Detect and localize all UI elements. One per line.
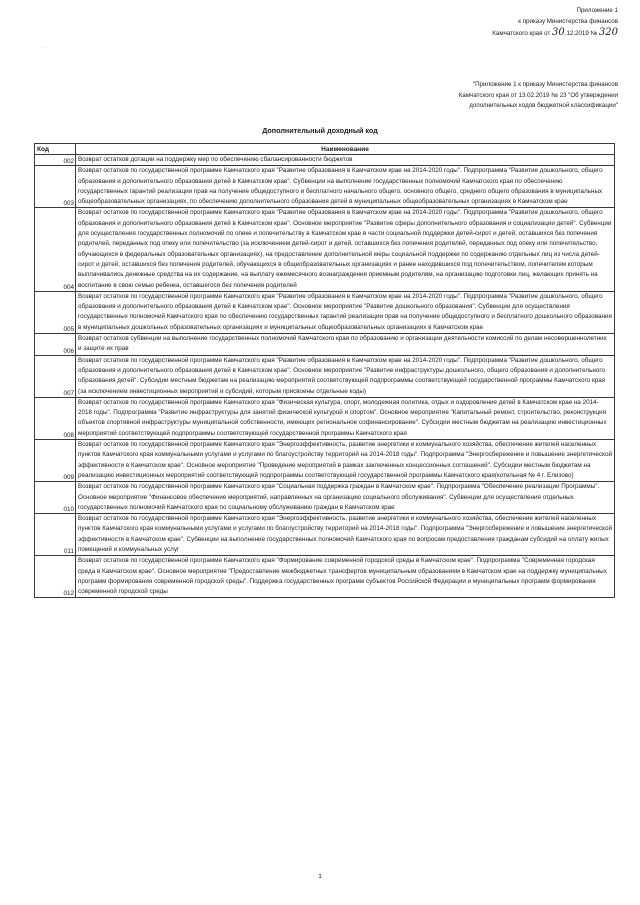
handwritten-number: 320 (598, 27, 618, 38)
table-row (35, 514, 615, 556)
row-name: Возврат остатков по государственной программе Камчатского края "Энергоэффективность, развитие энергетики и коммунального хозяйства, обеспечение жителей населенных пунктов Камчатского края коммунальными услугами и услугами по благоустройству территорий на 2014-2018 годы". Подпрограмма "Энергосбережение и повышение энергетической эффективности в Камчатском крае". Субвенции на выполнение государственных полномочий Камчатского края по вопросам предоставления гражданам субсидий на оплату жилых помещений и коммунальных услуг (76, 514, 615, 556)
row-code: 011 (35, 514, 76, 556)
table-row (35, 556, 615, 598)
page-number: 1 (318, 873, 322, 880)
row-code: 002 (35, 155, 76, 166)
table-row (35, 482, 615, 514)
order-date-line (492, 27, 618, 39)
row-code: 006 (35, 334, 76, 356)
reference-header (459, 80, 618, 112)
reference-line-2: Камчатского края от 13.02.2019 № 23 "Об утверждении (458, 91, 618, 99)
row-name: Возврат остатков субвенции на выполнение государственных полномочий Камчатского края по образованию и организации деятельности комиссий по делам несовершеннолетних и защите их прав (76, 334, 615, 356)
row-name: Возврат остатков по государственной программе Камчатского края "Развитие образования в Камчатском крае на 2014-2020 годы". Подпрограмма "Развитие дошкольного, общего образования и дополнительного образования детей в Камчатском крае". Субвенции на выполнение государственных полномочий Камчатского края по обеспечению государственных гарантий реализации прав на получение общедоступного и бесплатного начального общего, основного общего, среднего общего образования в муниципальных общеобразовательных организациях, по обеспечению дополнительного образования детей в муниципальных общеобразовательных организациях в Камчатском крае (76, 166, 615, 208)
row-code: 009 (35, 440, 76, 482)
table-row (35, 208, 615, 291)
table-row (35, 440, 615, 482)
stray-mark: · · (40, 45, 46, 51)
table-row (35, 334, 615, 356)
row-name: Возврат остатков по государственной программе Камчатского края "Развитие образования в Камчатском крае на 2014-2020 годы". Подпрограмма "Развитие дошкольного, общего образования и дополнительного образования детей в Камчатском крае". Основное мероприятие "Развитие дошкольного образования". Субвенции для осуществления государственных полномочий Камчатского края по обеспечению государственных гарантий реализации прав на получение общедоступного и бесплатного дошкольного образования в муниципальных дошкольных образовательных организациях и муниципальных общеобразовательных организациях в Камчатском крае (76, 291, 615, 333)
row-name: Возврат остатков по государственной программе Камчатского края "Формирование современной городской среды в Камчатском крае". Подпрограмма "Современная городская среда в Камчатском крае". Основное мероприятие "Предоставление межбюджетных трансфертов муниципальным образованиям в Камчатском крае на поддержку муниципальных программ формирования современной городской среды". Поддержка государственных программ субъектов Российской Федерации и муниципальных программ формирования современной городской среды (76, 556, 615, 598)
row-code: 012 (35, 556, 76, 598)
row-name: Возврат остатков по государственной программе Камчатского края "Физическая культура, спорт, молодежная политика, отдых и оздоровление детей в Камчатском крае на 2014-2018 годы". Подпрограмма "Развитие инфраструктуры для занятий физической культурой и спортом". Основное мероприятие "Капитальный ремонт, строительство, реконструкция объектов спортивной инфраструктуры муниципальной собственности, имеющих региональное софинансирование". Субсидии местным бюджетам на реализацию инвестиционных мероприятий соответствующей подпрограммы соответствующей государственной программы Камчатского края (76, 397, 615, 439)
reference-line-1: "Приложение 1 к приказу Министерства финансов (472, 81, 618, 88)
table-header-row (35, 144, 615, 155)
row-name: Возврат остатков дотации на поддержку мер по обеспечению сбалансированности бюджетов (76, 155, 615, 166)
column-header-code: Код (35, 144, 76, 155)
row-name: Возврат остатков по государственной программе Камчатского края "Развитие образования в Камчатском крае на 2014-2020 годы". Подпрограмма "Развитие дошкольного, общего образования и дополнительного образования детей в Камчатском крае". Основное мероприятие "Развитие инфраструктуры дошкольного, общего образования и дополнительного образования детей". Субсидии местным бюджетам на реализацию мероприятий соответствующей подпрограммы соответствующей государственной программы Камчатского края (за исключением инвестиционных мероприятий и субсидий, которым присвоены отдельные коды) (76, 355, 615, 397)
date-rest: .12.2019 № (564, 30, 599, 37)
table-row (35, 155, 615, 166)
codes-table (34, 143, 615, 598)
row-code: 004 (35, 208, 76, 291)
table-row (35, 355, 615, 397)
table-row (35, 291, 615, 333)
row-code: 010 (35, 482, 76, 514)
date-prefix: Камчатского края от (492, 30, 552, 37)
appendix-line: Приложение 1 (576, 7, 618, 14)
row-code: 007 (35, 355, 76, 397)
row-name: Возврат остатков по государственной программе Камчатского края "Социальная поддержка граждан в Камчатском крае". Подпрограмма "Обеспечение реализации Программы". Основное мероприятие "Финансовое обеспечение мероприятий, направленных на организацию социального обслуживания". Субвенции для осуществления отдельных государственных полномочий Камчатского края по социальному обслуживанию граждан в Камчатском крае (76, 482, 615, 514)
row-name: Возврат остатков по государственной программе Камчатского края "Энергоэффективность, развитие энергетики и коммунального хозяйства, обеспечение жителей населенных пунктов Камчатского края коммунальными услугами и услугами по благоустройству территорий на 2014-2018 годы". Подпрограмма "Энергосбережение и повышение энергетической эффективности в Камчатском крае". Основное мероприятие "Проведение мероприятий в рамках заключенных концессионных соглашений". Субсидии местным бюджетам на реализацию инвестиционных мероприятий соответствующей подпрограммы соответствующей государственной программы Камчатского края(котельная № 4 г. Елизово) (76, 440, 615, 482)
row-code: 005 (35, 291, 76, 333)
table-row (35, 166, 615, 208)
handwritten-day: 30 (552, 27, 565, 38)
order-line: к приказу Министерства финансов (518, 18, 618, 25)
reference-line-3: дополнительных кодов бюджетной классификации" (469, 102, 618, 109)
row-code: 003 (35, 166, 76, 208)
row-code: 008 (35, 397, 76, 439)
appendix-header (492, 5, 618, 39)
column-header-name: Наименование (76, 144, 615, 155)
table-row (35, 397, 615, 439)
document-title: Дополнительный доходный код (262, 126, 378, 135)
row-name: Возврат остатков по государственной программе Камчатского края "Развитие образования в Камчатском крае на 2014-2020 годы". Подпрограмма "Развитие дошкольного, общего образования и дополнительного образования детей в Камчатском крае". Основное мероприятие "Развитие сферы дополнительного образования и социализации детей". Субвенции для осуществления государственных полномочий по опеке и попечительству в Камчатском крае в части социальной поддержки детей-сирот и детей, оставшихся без попечения родителей, переданных под опеку или попечительство (за исключением детей-сирот и детей, оставшихся без попечения родителей, переданных под опеку или попечительство, обучающихся в федеральных образовательных организациях), на предоставление дополнительной меры социальной поддержки по содержанию отдельных лиц из числа детей-сирот и детей, оставшихся без попечения родителей, обучающихся в общеобразовательных организациях и ранее находившихся под попечительством, попечителям которым выплачивались денежные средства на их содержание, на выплату ежемесячного вознаграждения приемным родителям, на организацию подготовки лиц, желающих принять на воспитание в свою семью ребенка, оставшегося без попечения родителей (76, 208, 615, 291)
